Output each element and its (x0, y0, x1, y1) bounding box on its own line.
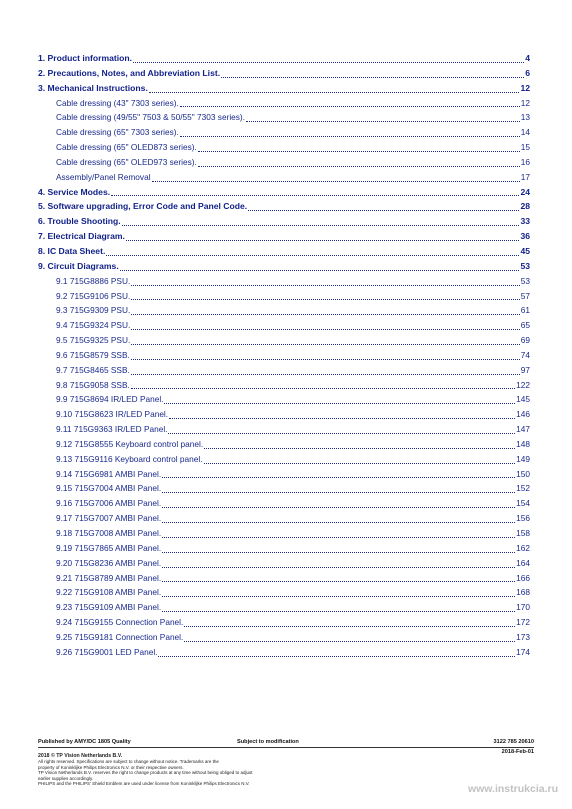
toc-entry-page: 150 (516, 468, 530, 479)
footer-date: 2018-Feb-01 (501, 749, 534, 755)
toc-entry-title: 1. Product information. (38, 53, 133, 63)
toc-entry-page: 14 (520, 127, 530, 138)
toc-entry-title: 9.13 715G9116 Keyboard control panel. (56, 453, 203, 464)
toc-entry-title: 9.23 715G9109 AMBI Panel. (56, 602, 162, 613)
toc-leader-dots (149, 92, 520, 93)
toc-leader-dots (126, 240, 520, 241)
toc-entry-title: 5. Software upgrading, Error Code and Panel Code. (38, 201, 248, 212)
toc-entry-page: 69 (520, 335, 530, 346)
toc-entry[interactable] (38, 422, 530, 437)
footer-published-by: Published by AMY/DC 1805 Quality (38, 739, 131, 745)
legal-line: earlier supplies accordingly. (38, 775, 94, 781)
toc-entry-page: 173 (516, 631, 530, 642)
toc-entry-title: Cable dressing (49/55" 7503 & 50/55" 7303 series). (56, 112, 246, 123)
toc-entry-title: 9.2 715G9106 PSU. (56, 290, 131, 301)
toc-leader-dots (162, 567, 515, 568)
legal-line: PHILIPS and the PHILIPS' Shield Emblem are used under license from Koninklijke Philips Electronics N.V. (38, 781, 250, 787)
toc-entry[interactable] (38, 199, 530, 214)
toc-entry-page: 16 (520, 156, 530, 167)
toc-leader-dots (162, 537, 515, 538)
toc-entry-page: 57 (520, 290, 530, 301)
toc-leader-dots (162, 507, 515, 508)
toc-entry-page: 172 (516, 617, 530, 628)
toc-entry-page: 36 (520, 231, 530, 242)
toc-entry[interactable] (38, 452, 530, 467)
toc-leader-dots (158, 656, 515, 657)
toc-entry-page: 168 (516, 587, 530, 598)
toc-entry[interactable] (38, 244, 530, 259)
copyright: 2018 © TP Vision Netherlands B.V. (38, 753, 123, 759)
toc-leader-dots (131, 299, 520, 300)
toc-entry[interactable] (38, 274, 530, 289)
toc-entry-title: 9.25 715G9181 Connection Panel. (56, 631, 184, 642)
toc-entry-page: 170 (516, 602, 530, 613)
toc-entry[interactable] (38, 541, 530, 556)
toc-entry-page: 154 (516, 498, 530, 509)
toc-entry-title: 9. Circuit Diagrams. (38, 260, 119, 271)
toc-entry[interactable] (38, 333, 530, 348)
toc-entry[interactable] (38, 185, 530, 200)
toc-entry-page: 97 (520, 364, 530, 375)
toc-leader-dots (198, 151, 520, 152)
toc-leader-dots (184, 641, 515, 642)
toc-entry-title: 9.26 715G9001 LED Panel. (56, 646, 158, 657)
toc-entry-title: 9.1 715G8886 PSU. (56, 275, 131, 286)
toc-entry-title: 9.20 715G8236 AMBI Panel. (56, 557, 162, 568)
toc-entry-page: 148 (516, 438, 530, 449)
toc-entry-title: 9.17 715G7007 AMBI Panel. (56, 513, 162, 524)
toc-entry-page: 162 (516, 542, 530, 553)
toc-entry-page: 158 (516, 528, 530, 538)
toc-entry-page: 156 (516, 513, 530, 524)
toc-entry-page: 122 (516, 379, 530, 390)
toc-leader-dots (131, 285, 520, 286)
toc-leader-dots (180, 136, 520, 137)
toc-entry-title: 9.6 715G8579 SSB. (56, 349, 130, 360)
footer-subject: Subject to modification (237, 739, 299, 745)
toc-entry[interactable] (38, 348, 530, 363)
toc-entry-page: 61 (520, 305, 530, 316)
toc-leader-dots (111, 195, 519, 196)
toc-entry[interactable] (38, 66, 530, 81)
toc-entry-title: 9.21 715G8789 AMBI Panel. (56, 572, 162, 583)
toc-entry-title: Assembly/Panel Removal (56, 171, 151, 182)
toc-entry-title: 9.5 715G9325 PSU. (56, 335, 131, 346)
toc-entry[interactable] (38, 407, 530, 422)
toc-entry[interactable] (38, 96, 530, 111)
toc-entry[interactable] (38, 630, 530, 645)
toc-entry-page: 53 (520, 260, 530, 271)
toc-entry[interactable] (38, 556, 530, 571)
toc-leader-dots (120, 270, 520, 271)
toc-entry-page: 149 (516, 453, 530, 464)
toc-leader-dots (204, 463, 516, 464)
toc-leader-dots (106, 255, 519, 256)
toc-entry-title: 9.24 715G9155 Connection Panel. (56, 617, 184, 628)
toc-entry-title: Cable dressing (65" 7303 series). (56, 127, 179, 138)
toc-entry-title: 9.18 715G7008 AMBI Panel. (56, 528, 162, 538)
toc-entry-title: 9.11 715G9363 IR/LED Panel. (56, 424, 168, 435)
toc-leader-dots (131, 388, 515, 389)
toc-entry-title: Cable dressing (43" 7303 series). (56, 97, 179, 108)
toc-entry[interactable] (38, 392, 530, 407)
toc-entry-page: 147 (516, 424, 530, 435)
toc-leader-dots (131, 359, 520, 360)
toc-leader-dots (184, 626, 515, 627)
toc-entry[interactable] (38, 481, 530, 496)
table-of-contents (38, 51, 530, 660)
toc-entry-page: 174 (516, 646, 530, 657)
legal-line: All rights reserved. Specifications are subject to change without notice. Trademarks are the (38, 759, 219, 765)
toc-entry[interactable] (38, 110, 530, 125)
toc-entry-title: 9.12 715G8555 Keyboard control panel. (56, 438, 204, 449)
toc-entry-page: 146 (516, 409, 530, 420)
toc-leader-dots (131, 314, 520, 315)
toc-entry-title: 9.4 715G9324 PSU. (56, 320, 131, 331)
toc-entry-title: 9.19 715G7865 AMBI Panel. (56, 542, 162, 553)
toc-entry-page: 33 (520, 216, 530, 227)
toc-entry-title: 9.10 715G8623 IR/LED Panel. (56, 409, 169, 420)
toc-entry-title: 9.15 715G7004 AMBI Panel. (56, 483, 162, 494)
toc-entry[interactable] (38, 467, 530, 482)
toc-leader-dots (131, 344, 520, 345)
toc-entry[interactable] (38, 125, 530, 140)
toc-entry-title: 6. Trouble Shooting. (38, 216, 121, 227)
toc-entry[interactable] (38, 81, 530, 96)
toc-entry-page: 65 (520, 320, 530, 331)
toc-entry[interactable] (38, 645, 530, 660)
toc-entry-page: 12 (520, 97, 530, 108)
toc-entry-title: 9.3 715G9309 PSU. (56, 305, 131, 316)
toc-entry[interactable] (38, 615, 530, 630)
toc-leader-dots (248, 210, 519, 211)
toc-leader-dots (221, 77, 524, 78)
toc-entry[interactable] (38, 214, 530, 229)
toc-entry-title: 3. Mechanical Instructions. (38, 82, 148, 93)
toc-entry[interactable] (38, 229, 530, 244)
toc-entry[interactable] (38, 437, 530, 452)
toc-leader-dots (122, 225, 520, 226)
toc-entry[interactable] (38, 600, 530, 615)
toc-entry-page: 15 (520, 142, 530, 153)
toc-leader-dots (131, 374, 520, 375)
toc-leader-dots (162, 596, 515, 597)
toc-entry-page: 4 (525, 53, 530, 63)
toc-entry[interactable] (38, 51, 530, 66)
toc-entry-title: Cable dressing (65" OLED973 series). (56, 156, 197, 167)
toc-entry-page: 45 (520, 245, 530, 256)
toc-entry-page: 152 (516, 483, 530, 494)
toc-entry-page: 6 (525, 67, 530, 78)
toc-entry-title: Cable dressing (65" OLED873 series). (56, 142, 197, 153)
toc-entry[interactable] (38, 303, 530, 318)
toc-entry[interactable] (38, 140, 530, 155)
toc-entry[interactable] (38, 155, 530, 170)
toc-leader-dots (152, 181, 520, 182)
toc-leader-dots (133, 62, 524, 63)
toc-leader-dots (162, 581, 515, 582)
toc-leader-dots (131, 329, 520, 330)
toc-entry-title: 9.7 715G8465 SSB. (56, 364, 130, 375)
footer-divider (38, 747, 534, 748)
toc-entry[interactable] (38, 259, 530, 274)
toc-entry[interactable] (38, 170, 530, 185)
toc-leader-dots (198, 166, 520, 167)
toc-entry-title: 9.9 715G8694 IR/LED Panel. (56, 394, 164, 405)
toc-leader-dots (162, 477, 515, 478)
toc-entry-page: 74 (520, 349, 530, 360)
toc-entry[interactable] (38, 526, 530, 541)
toc-entry-title: 4. Service Modes. (38, 186, 111, 197)
toc-entry[interactable] (38, 289, 530, 304)
toc-leader-dots (162, 611, 515, 612)
toc-entry-page: 145 (516, 394, 530, 405)
toc-entry-title: 9.22 715G9108 AMBI Panel. (56, 587, 162, 598)
toc-entry-page: 24 (520, 186, 530, 197)
toc-entry[interactable] (38, 496, 530, 511)
toc-entry-title: 9.16 715G7006 AMBI Panel. (56, 498, 162, 509)
toc-entry-title: 2. Precautions, Notes, and Abbreviation List. (38, 67, 221, 78)
toc-entry-page: 12 (520, 82, 530, 93)
toc-leader-dots (169, 418, 515, 419)
toc-entry[interactable] (38, 363, 530, 378)
footer-doc-number: 3122 785 20610 (493, 739, 534, 745)
toc-entry-page: 13 (520, 112, 530, 123)
toc-leader-dots (246, 121, 520, 122)
toc-leader-dots (180, 106, 520, 107)
toc-leader-dots (162, 552, 515, 553)
toc-entry-title: 8. IC Data Sheet. (38, 245, 106, 256)
legal-line: property of Koninklijke Philips Electronics N.V. or their respective owners. (38, 764, 184, 770)
toc-entry-page: 17 (520, 171, 530, 182)
toc-entry[interactable] (38, 571, 530, 586)
toc-leader-dots (164, 403, 515, 404)
watermark: www.instrukcia.ru (467, 783, 558, 795)
toc-entry[interactable] (38, 318, 530, 333)
toc-entry[interactable] (38, 378, 530, 393)
toc-entry[interactable] (38, 585, 530, 600)
toc-entry-page: 53 (520, 275, 530, 286)
legal-notice (38, 754, 338, 786)
toc-leader-dots (162, 522, 515, 523)
toc-entry-title: 9.14 715G6981 AMBI Panel. (56, 468, 162, 479)
toc-leader-dots (204, 448, 515, 449)
toc-entry-page: 28 (520, 201, 530, 212)
toc-entry-page: 166 (516, 572, 530, 583)
legal-line: TP Vision Netherlands B.V. reserves the right to change products at any time without being obliged to adjust (38, 770, 253, 776)
toc-leader-dots (168, 433, 515, 434)
toc-entry[interactable] (38, 511, 530, 526)
toc-entry-title: 7. Electrical Diagram. (38, 231, 125, 242)
toc-entry-title: 9.8 715G9058 SSB. (56, 379, 130, 390)
toc-entry-page: 164 (516, 557, 530, 568)
toc-leader-dots (162, 492, 515, 493)
